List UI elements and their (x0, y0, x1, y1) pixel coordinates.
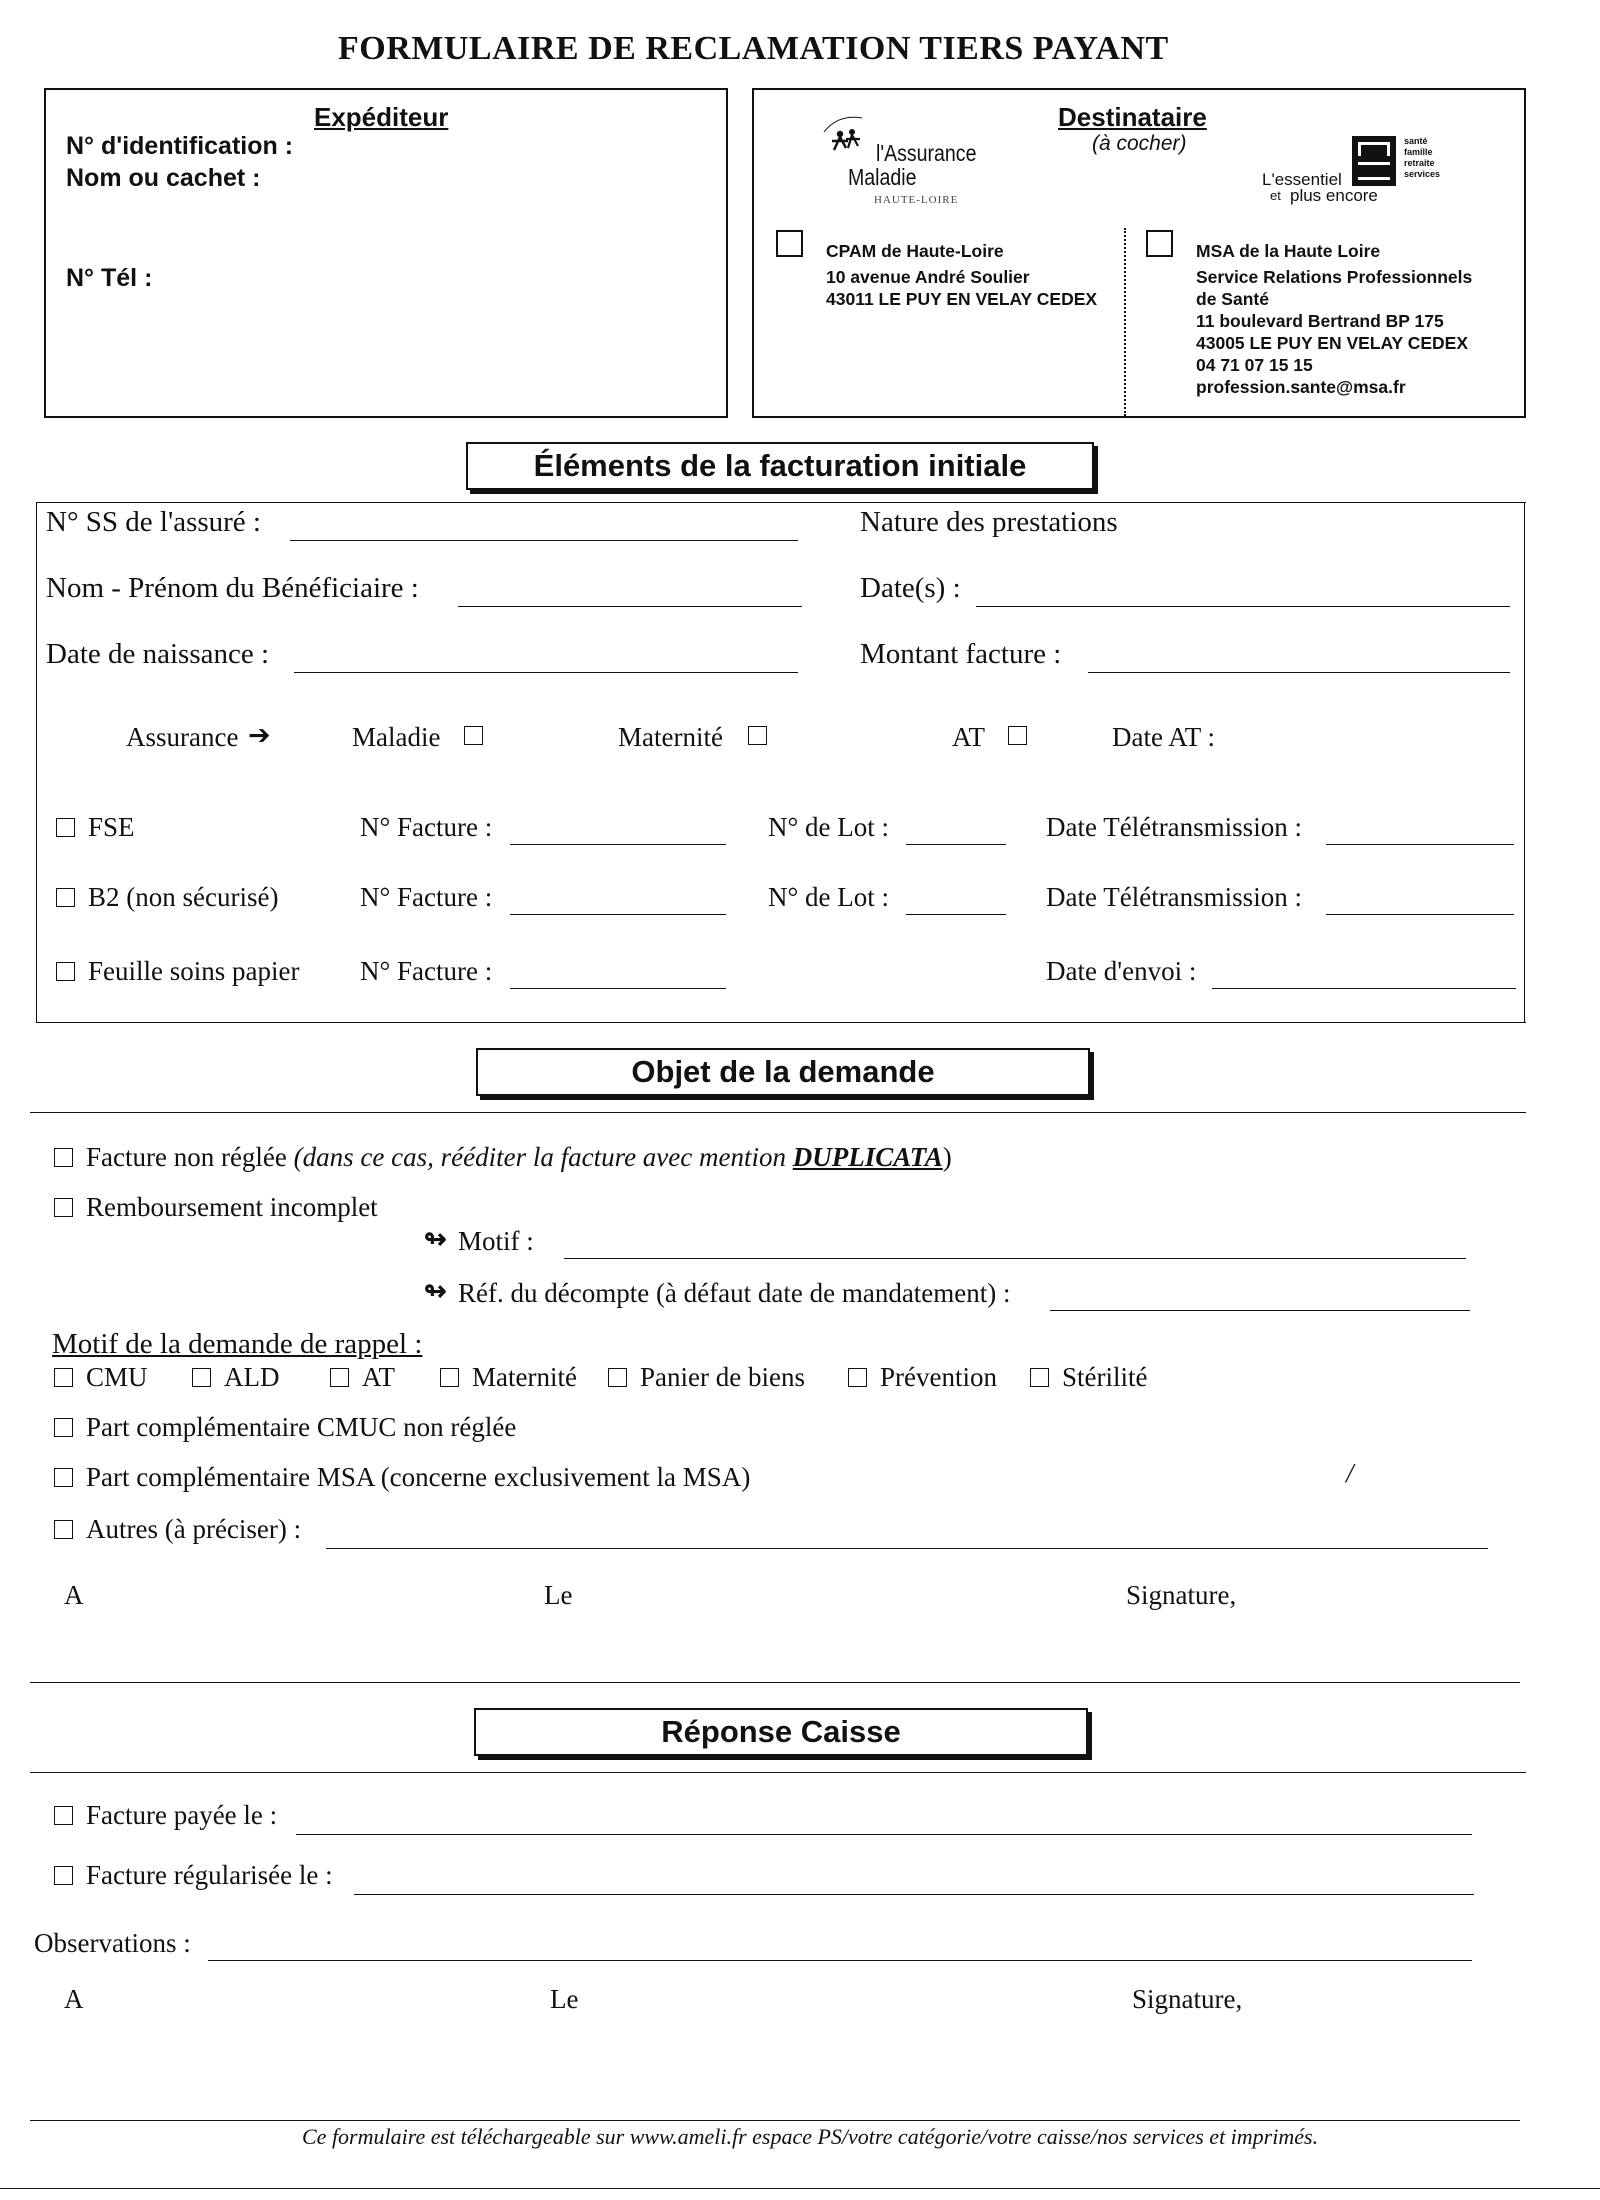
amount-field[interactable] (1088, 672, 1510, 673)
response-place-label: A (64, 1984, 84, 2014)
date-at-label: Date AT : (1112, 722, 1215, 752)
msa-service2: de Santé (1196, 289, 1269, 309)
recall-ald-label: ALD (224, 1362, 280, 1392)
unpaid-close: ) (942, 1142, 952, 1172)
recall-sterilite-label: Stérilité (1062, 1362, 1148, 1392)
ref-field[interactable] (1050, 1310, 1470, 1311)
b2-tele-field[interactable] (1326, 914, 1514, 915)
maladie-label: Maladie (352, 722, 441, 752)
b2-checkbox[interactable] (56, 888, 75, 907)
dates-label: Date(s) : (860, 572, 961, 604)
recall-maternite-checkbox[interactable] (440, 1368, 459, 1387)
request-place-label: A (64, 1580, 84, 1610)
msa-tagline2a: et (1270, 188, 1281, 203)
insurance-arrow-icon: ➔ (248, 720, 271, 750)
recall-cmu-label: CMU (86, 1362, 148, 1392)
reason-arrow-icon: ↬ (424, 1224, 447, 1254)
b2-lot-label: N° de Lot : (768, 882, 890, 912)
fse-checkbox[interactable] (56, 818, 75, 837)
unpaid-checkbox[interactable] (54, 1148, 73, 1167)
msa-checkbox[interactable] (1146, 230, 1173, 257)
cpam-logo (818, 112, 998, 208)
request-bottom-rule (30, 1682, 1520, 1683)
birth-date-field[interactable] (294, 672, 798, 673)
fse-label: FSE (88, 812, 135, 842)
beneficiary-label: Nom - Prénom du Bénéficiaire : (46, 572, 419, 604)
recipient-separator (1124, 228, 1126, 416)
others-checkbox[interactable] (54, 1520, 73, 1539)
recall-heading: Motif de la demande de rappel : (52, 1328, 423, 1360)
msa-phone: 04 71 07 15 15 (1196, 355, 1313, 375)
sender-phone-label: N° Tél : (66, 264, 153, 292)
fse-tele-field[interactable] (1326, 844, 1514, 845)
cmuc-checkbox[interactable] (54, 1418, 73, 1437)
nature-label: Nature des prestations (860, 506, 1118, 538)
insurance-label: Assurance (126, 722, 239, 752)
cpam-logo-line1: l'Assurance (876, 140, 977, 166)
b2-tele-label: Date Télétransmission : (1046, 882, 1302, 912)
paper-invoice-label: N° Facture : (360, 956, 493, 986)
cpam-logo-mark-icon (818, 112, 878, 160)
cpam-street: 10 avenue André Soulier (826, 267, 1030, 287)
msa-service: Service Relations Professionnels (1196, 267, 1473, 287)
others-label: Autres (à préciser) : (86, 1514, 302, 1544)
msa-side-services: services (1404, 169, 1441, 179)
regularised-checkbox[interactable] (54, 1866, 73, 1885)
paper-checkbox[interactable] (56, 962, 75, 981)
cpam-name: CPAM de Haute-Loire (826, 241, 1004, 261)
fse-invoice-field[interactable] (510, 844, 726, 845)
paid-label: Facture payée le : (86, 1800, 278, 1830)
observations-label: Observations : (34, 1928, 191, 1958)
msa-city: 43005 LE PUY EN VELAY CEDEX (1196, 333, 1469, 353)
msa-name: MSA de la Haute Loire (1196, 241, 1381, 261)
msa-side-retraite: retraite (1404, 158, 1435, 168)
at-label: AT (952, 722, 985, 752)
recall-panier-label: Panier de biens (640, 1362, 805, 1392)
msa-logo-mark-icon (1352, 136, 1396, 186)
others-field[interactable] (326, 1548, 1488, 1549)
ss-number-label: N° SS de l'assuré : (46, 506, 261, 538)
billing-left-rule (36, 502, 37, 1022)
billing-top-rule (36, 502, 1526, 503)
recall-at-label: AT (362, 1362, 395, 1392)
billing-section-title: Éléments de la facturation initiale (466, 442, 1094, 490)
incomplete-label: Remboursement incomplet (86, 1192, 378, 1222)
unpaid-note: (dans ce cas, rééditer la facture avec mention (293, 1142, 786, 1172)
b2-invoice-field[interactable] (510, 914, 726, 915)
recall-panier-checkbox[interactable] (608, 1368, 627, 1387)
fse-lot-field[interactable] (906, 844, 1006, 845)
recall-at-checkbox[interactable] (330, 1368, 349, 1387)
form-title: FORMULAIRE DE RECLAMATION TIERS PAYANT (338, 30, 1169, 67)
recall-prevention-checkbox[interactable] (848, 1368, 867, 1387)
response-section-title: Réponse Caisse (474, 1708, 1088, 1756)
request-section-title: Objet de la demande (476, 1048, 1090, 1096)
paid-checkbox[interactable] (54, 1806, 73, 1825)
recall-prevention-label: Prévention (880, 1362, 997, 1392)
ss-number-field[interactable] (290, 540, 798, 541)
birth-date-label: Date de naissance : (46, 638, 270, 670)
page-bottom-rule (0, 2188, 1600, 2189)
regularised-field[interactable] (354, 1894, 1474, 1895)
recall-cmu-checkbox[interactable] (54, 1368, 73, 1387)
at-checkbox[interactable] (1008, 726, 1027, 745)
unpaid-label: Facture non réglée (86, 1142, 287, 1172)
request-date-label: Le (544, 1580, 573, 1610)
duplicata-mention: DUPLICATA (792, 1142, 943, 1172)
msa-email: profession.sante@msa.fr (1196, 377, 1406, 397)
billing-right-rule (1524, 502, 1525, 1022)
recall-sterilite-checkbox[interactable] (1030, 1368, 1049, 1387)
ref-label: Réf. du décompte (à défaut date de mandatement) : (458, 1278, 1011, 1308)
paper-label: Feuille soins papier (88, 956, 300, 986)
send-date-label: Date d'envoi : (1046, 956, 1197, 986)
b2-lot-field[interactable] (906, 914, 1006, 915)
fse-tele-label: Date Télétransmission : (1046, 812, 1302, 842)
cpam-checkbox[interactable] (776, 230, 803, 257)
request-top-rule (30, 1112, 1526, 1113)
b2-label: B2 (non sécurisé) (88, 882, 279, 912)
footer-rule (30, 2120, 1520, 2121)
stray-mark: / (1346, 1458, 1354, 1488)
msa-street: 11 boulevard Bertrand BP 175 (1196, 311, 1444, 331)
regularised-label: Facture régularisée le : (86, 1860, 333, 1890)
fse-invoice-label: N° Facture : (360, 812, 493, 842)
recipient-subheading: (à cocher) (1092, 132, 1187, 155)
observations-field[interactable] (208, 1960, 1472, 1961)
msa-logo (1260, 132, 1460, 212)
reason-label: Motif : (458, 1226, 534, 1256)
paper-invoice-field[interactable] (510, 988, 726, 989)
amount-label: Montant facture : (860, 638, 1062, 670)
sender-id-label: N° d'identification : (66, 132, 294, 160)
unpaid-line (86, 1142, 952, 1173)
incomplete-checkbox[interactable] (54, 1198, 73, 1217)
paid-field[interactable] (296, 1834, 1472, 1835)
maladie-checkbox[interactable] (464, 726, 483, 745)
msa-side-famille: famille (1404, 147, 1433, 157)
response-date-label: Le (550, 1984, 579, 2014)
msa-part-label: Part complémentaire MSA (concerne exclusivement la MSA) (86, 1462, 751, 1492)
sender-name-label: Nom ou cachet : (66, 164, 261, 192)
billing-bottom-rule (36, 1022, 1526, 1023)
dates-field[interactable] (976, 606, 1510, 607)
footer-note: Ce formulaire est téléchargeable sur www.ameli.fr espace PS/votre catégorie/votre caisse/nos services et imprimés. (302, 2124, 1319, 2149)
request-signature-label: Signature, (1126, 1580, 1237, 1610)
msa-part-checkbox[interactable] (54, 1468, 73, 1487)
response-signature-label: Signature, (1132, 1984, 1243, 2014)
recall-maternite-label: Maternité (472, 1362, 577, 1392)
cpam-logo-line3: HAUTE-LOIRE (874, 194, 959, 206)
cpam-city: 43011 LE PUY EN VELAY CEDEX (826, 289, 1098, 309)
cmuc-label: Part complémentaire CMUC non réglée (86, 1412, 517, 1442)
reason-field[interactable] (564, 1258, 1466, 1259)
maternite-label: Maternité (618, 722, 723, 752)
response-top-rule (30, 1772, 1526, 1773)
recipient-heading: Destinataire (1058, 102, 1207, 132)
cpam-logo-line2: Maladie (848, 164, 917, 190)
b2-invoice-label: N° Facture : (360, 882, 493, 912)
ref-arrow-icon: ↬ (424, 1276, 447, 1306)
msa-side-sante: santé (1404, 136, 1428, 146)
msa-tagline2b: plus encore (1290, 186, 1378, 205)
recall-ald-checkbox[interactable] (192, 1368, 211, 1387)
send-date-field[interactable] (1212, 988, 1516, 989)
maternite-checkbox[interactable] (748, 726, 767, 745)
sender-heading: Expéditeur (314, 102, 449, 132)
fse-lot-label: N° de Lot : (768, 812, 890, 842)
beneficiary-field[interactable] (458, 606, 802, 607)
msa-tagline1: L'essentiel (1262, 170, 1342, 189)
